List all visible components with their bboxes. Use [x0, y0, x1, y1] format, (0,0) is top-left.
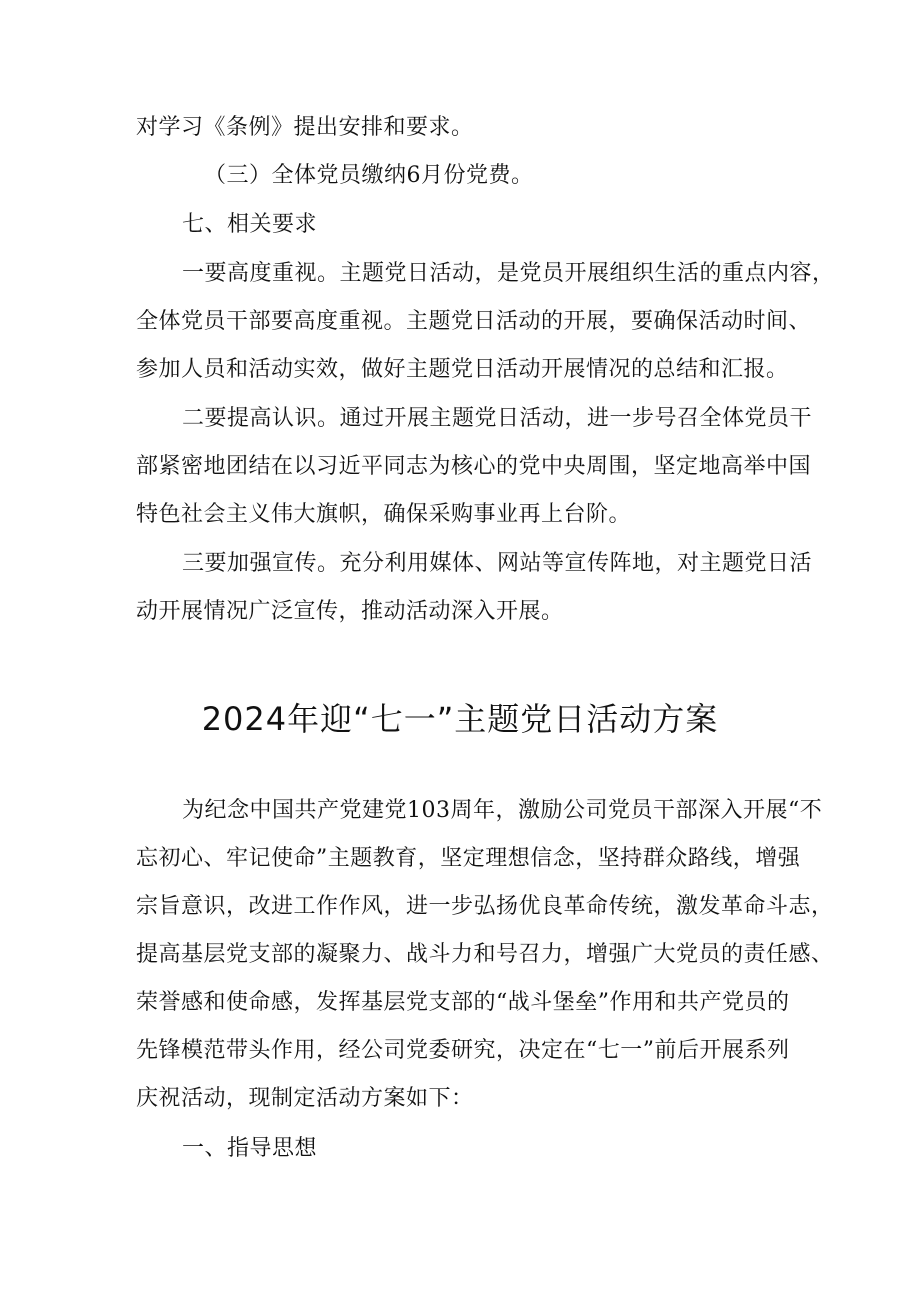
paragraph-line: 全体党员干部要高度重视。主题党日活动的开展，要确保活动时间、: [136, 309, 812, 334]
section-1-heading: [136, 1125, 796, 1173]
paragraph-line: 对学习《条例》提出安排和要求。: [136, 115, 474, 140]
paragraph-line: 参加人员和活动实效，做好主题党日活动开展情况的总结和汇报。: [136, 357, 789, 382]
paragraph-line: 忘初心、牢记使命”主题教育，坚定理想信念，坚持群众路线，增强: [136, 846, 801, 871]
item-3: [136, 152, 796, 200]
paragraph-line: 特色社会主义伟大旗帜，确保采购事业再上台阶。: [136, 502, 632, 527]
paragraph-line: 一要高度重视。主题党日活动，是党员开展组织生活的重点内容，: [182, 261, 835, 286]
paragraph-tail: [136, 104, 796, 152]
paragraph-line: 提高基层党支部的凝聚力、战斗力和号召力，增强广大党员的责任感、: [136, 942, 834, 967]
paragraph-line: 为纪念中国共产党建党103周年，激励公司党员干部深入开展“不: [182, 798, 823, 823]
paragraph-line: 三要加强宣传。充分利用媒体、网站等宣传阵地，对主题党日活: [182, 551, 813, 576]
section-heading: 一、指导思想: [182, 1136, 318, 1161]
requirement-point-3: [136, 540, 813, 636]
intro-paragraph: [136, 787, 834, 1123]
section-heading: 七、相关要求: [182, 212, 318, 237]
paragraph-line: 二要提高认识。通过开展主题党日活动，进一步号召全体党员干: [182, 406, 813, 431]
paragraph-line: 先锋模范带头作用，经公司党委研究，决定在“七一”前后开展系列: [136, 1038, 790, 1063]
document-title: 2024年迎“七一”主题党日活动方案: [201, 700, 719, 738]
paragraph-line: 部紧密地团结在以习近平同志为核心的党中央周围，坚定地高举中国: [136, 454, 812, 479]
paragraph-line: 宗旨意识，改进工作作风，进一步弘扬优良革命传统，激发革命斗志，: [136, 894, 834, 919]
requirement-point-1: [136, 250, 835, 394]
paragraph-line: 动开展情况广泛宣传，推动活动深入开展。: [136, 599, 564, 624]
paragraph-line: （三）全体党员缴纳6月份党费。: [204, 163, 534, 188]
requirement-point-2: [136, 395, 813, 539]
paragraph-line: 庆祝活动，现制定活动方案如下：: [136, 1086, 474, 1111]
paragraph-line: 荣誉感和使命感，发挥基层党支部的“战斗堡垒”作用和共产党员的: [136, 990, 790, 1015]
requirements-heading: [136, 201, 796, 249]
